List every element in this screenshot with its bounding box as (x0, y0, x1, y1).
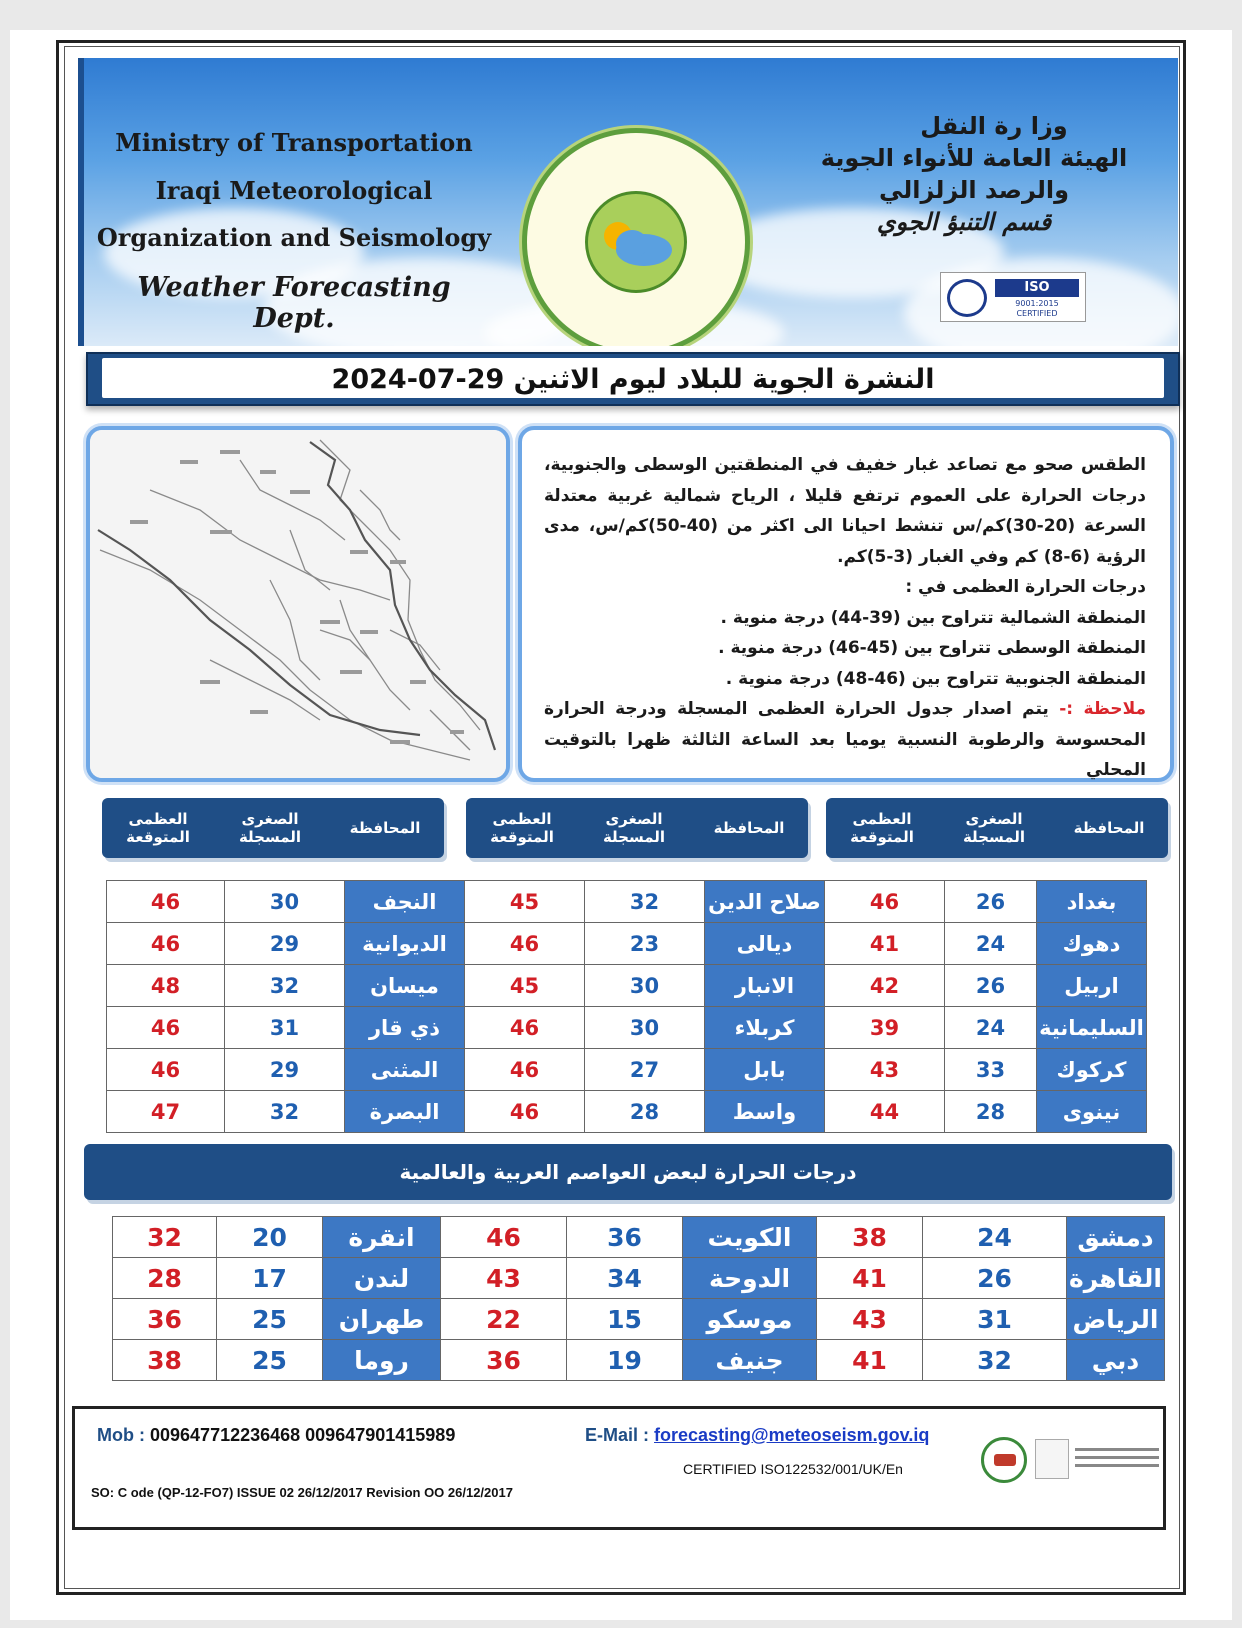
city-name-cell: ميسان (345, 965, 465, 1007)
min-temp-cell: 25 (217, 1340, 323, 1381)
max-temp-cell: 43 (441, 1258, 567, 1299)
mob-label: Mob : (97, 1425, 145, 1445)
city-name-cell: الانبار (705, 965, 825, 1007)
forecast-text-box (518, 426, 1174, 782)
max-temp-cell: 46 (465, 1091, 585, 1133)
city-name-cell: صلاح الدين (705, 881, 825, 923)
max-temp-cell: 32 (113, 1217, 217, 1258)
max-temp-cell: 46 (107, 1049, 225, 1091)
header-min: الصغرى المسجلة (238, 810, 302, 846)
city-name-cell: السليمانية (1037, 1007, 1147, 1049)
max-temp-cell: 45 (465, 965, 585, 1007)
capitals-temperature-table (112, 1216, 1165, 1381)
table-row (107, 1007, 1147, 1049)
mob-value: 009647712236468 009647901415989 (150, 1425, 456, 1445)
note-line (544, 694, 1146, 786)
max-temp-cell: 43 (817, 1299, 923, 1340)
city-name-cell: موسكو (683, 1299, 817, 1340)
max-temp-cell: 46 (825, 881, 945, 923)
max-temp-cell: 41 (825, 923, 945, 965)
max-temp-cell: 38 (817, 1217, 923, 1258)
forecast-paragraph: الطقس صحو مع تصاعد غبار خفيف في المنطقتين الوسطى والجنوبية، درجات الحرارة على العموم ترتفع قليلا ، الرياح شمالية غربية معتدلة السرعة (20-30)كم/س تنشط احيانا الى اكثر من (40-50)كم/س، مدى الرؤية (6-8) كم وفي الغبار (3-5)كم. (544, 455, 1146, 567)
city-name-cell: اربيل (1037, 965, 1147, 1007)
min-temp-cell: 30 (585, 1007, 705, 1049)
min-temp-cell: 29 (225, 1049, 345, 1091)
max-temp-cell: 46 (465, 923, 585, 965)
city-name-cell: بابل (705, 1049, 825, 1091)
table-row (107, 923, 1147, 965)
ar-dept: قسم التنبؤ الجوي (876, 208, 1052, 236)
max-temp-cell: 46 (107, 923, 225, 965)
min-temp-cell: 27 (585, 1049, 705, 1091)
min-temp-cell: 34 (567, 1258, 683, 1299)
min-temp-cell: 26 (945, 881, 1037, 923)
min-temp-cell: 26 (923, 1258, 1067, 1299)
max-temp-cell: 43 (825, 1049, 945, 1091)
table-row (107, 1049, 1147, 1091)
province-temperature-table (106, 880, 1147, 1133)
city-name-cell: لندن (323, 1258, 441, 1299)
table-header-group-3 (102, 798, 444, 858)
city-name-cell: دبي (1067, 1340, 1165, 1381)
email-line (585, 1425, 929, 1446)
max-temp-cell: 42 (825, 965, 945, 1007)
en-ministry: Ministry of Transportation (115, 128, 473, 157)
ar-seismology: والرصد الزلزالي (878, 176, 1070, 204)
cert-mark-icon (1075, 1443, 1159, 1473)
en-iraqi-met: Iraqi Meteorological (155, 176, 433, 205)
city-name-cell: القاهرة (1067, 1258, 1165, 1299)
table-row (107, 1091, 1147, 1133)
city-name-cell: كركوك (1037, 1049, 1147, 1091)
min-temp-cell: 28 (945, 1091, 1037, 1133)
en-dept: Weather Forecasting Dept. (137, 272, 451, 334)
max-temp-cell: 46 (107, 1007, 225, 1049)
max-temp-cell: 45 (465, 881, 585, 923)
email-label: E-Mail : (585, 1425, 650, 1445)
header-province: المحافظة (349, 819, 421, 837)
map-svg (90, 430, 506, 778)
min-temp-cell: 30 (585, 965, 705, 1007)
city-name-cell: جنيف (683, 1340, 817, 1381)
max-temp-cell: 22 (441, 1299, 567, 1340)
table-row (107, 881, 1147, 923)
city-name-cell: طهران (323, 1299, 441, 1340)
min-temp-cell: 15 (567, 1299, 683, 1340)
org-logo (522, 128, 750, 346)
document-code: SO: C ode (QP-12-FO7) ISSUE 02 26/12/2017 Revision OO 26/12/2017 (91, 1485, 513, 1500)
min-temp-cell: 24 (945, 923, 1037, 965)
city-name-cell: نينوى (1037, 1091, 1147, 1133)
city-name-cell: الكويت (683, 1217, 817, 1258)
middle-region-temps: المنطقة الوسطى تتراوح بين (45-46) درجة منوية . (718, 638, 1146, 658)
min-temp-cell: 20 (217, 1217, 323, 1258)
cert-logo-icon (1035, 1439, 1069, 1479)
min-temp-cell: 24 (923, 1217, 1067, 1258)
city-name-cell: دهوك (1037, 923, 1147, 965)
min-temp-cell: 30 (225, 881, 345, 923)
table-header-group-1 (826, 798, 1168, 858)
table-row (107, 965, 1147, 1007)
max-temp-cell: 41 (817, 1258, 923, 1299)
header-max: العظمى المتوقعة (126, 810, 190, 846)
max-temp-cell: 47 (107, 1091, 225, 1133)
city-name-cell: النجف (345, 881, 465, 923)
min-temp-cell: 26 (945, 965, 1037, 1007)
max-temp-cell: 46 (107, 881, 225, 923)
min-temp-cell: 33 (945, 1049, 1037, 1091)
max-temp-cell: 44 (825, 1091, 945, 1133)
header-province: المحافظة (713, 819, 785, 837)
south-region-temps: المنطقة الجنوبية تتراوح بين (46-48) درجة منوية . (725, 668, 1146, 689)
max-temp-cell: 36 (113, 1299, 217, 1340)
min-temp-cell: 31 (923, 1299, 1067, 1340)
city-name-cell: دمشق (1067, 1217, 1165, 1258)
city-name-cell: البصرة (345, 1091, 465, 1133)
max-temp-cell: 48 (107, 965, 225, 1007)
mobile-numbers (97, 1425, 455, 1446)
iso-badge (940, 272, 1086, 322)
header-min: الصغرى المسجلة (602, 810, 666, 846)
max-temp-cell: 39 (825, 1007, 945, 1049)
title-bar (86, 352, 1180, 406)
max-temp-cell: 46 (465, 1007, 585, 1049)
city-name-cell: الرياض (1067, 1299, 1165, 1340)
en-organization: Organization and Seismology (96, 223, 492, 252)
city-name-cell: المثنى (345, 1049, 465, 1091)
min-temp-cell: 29 (225, 923, 345, 965)
max-temp-cell: 38 (113, 1340, 217, 1381)
table-row (113, 1340, 1165, 1381)
header-province: المحافظة (1073, 819, 1145, 837)
min-temp-cell: 23 (585, 923, 705, 965)
logo-cloud-sun-icon (585, 191, 687, 293)
check-icon (947, 279, 987, 317)
max-temp-cell: 28 (113, 1258, 217, 1299)
city-name-cell: انقرة (323, 1217, 441, 1258)
min-temp-cell: 24 (945, 1007, 1037, 1049)
min-temp-cell: 19 (567, 1340, 683, 1381)
header-max: العظمى المتوقعة (850, 810, 914, 846)
min-temp-cell: 32 (923, 1340, 1067, 1381)
min-temp-cell: 25 (217, 1299, 323, 1340)
city-name-cell: الديوانية (345, 923, 465, 965)
max-temp-heading: درجات الحرارة العظمى في : (905, 577, 1146, 597)
min-temp-cell: 31 (225, 1007, 345, 1049)
table-header-group-2 (466, 798, 808, 858)
city-name-cell: كربلاء (705, 1007, 825, 1049)
iso-sub: 9001:2015 CERTIFIED (1015, 299, 1059, 318)
table-row (113, 1299, 1165, 1340)
iso-label: ISO (995, 279, 1079, 297)
min-temp-cell: 36 (567, 1217, 683, 1258)
footer (72, 1406, 1166, 1530)
table-row (113, 1217, 1165, 1258)
certified-text: CERTIFIED ISO122532/001/UK/En (683, 1461, 903, 1477)
city-name-cell: الدوحة (683, 1258, 817, 1299)
header-banner (78, 58, 1178, 346)
header-min: الصغرى المسجلة (962, 810, 1026, 846)
iraq-map (86, 426, 510, 782)
email-link[interactable]: forecasting@meteoseism.gov.iq (654, 1425, 930, 1445)
capitals-caption: درجات الحرارة لبعض العواصم العربية والعالمية (84, 1144, 1172, 1200)
max-temp-cell: 36 (441, 1340, 567, 1381)
min-temp-cell: 17 (217, 1258, 323, 1299)
ar-organization: الهيئة العامة للأنواء الجوية (820, 144, 1128, 172)
min-temp-cell: 32 (225, 1091, 345, 1133)
cert-seal-icon (981, 1437, 1027, 1483)
city-name-cell: روما (323, 1340, 441, 1381)
city-name-cell: واسط (705, 1091, 825, 1133)
min-temp-cell: 32 (585, 881, 705, 923)
min-temp-cell: 32 (225, 965, 345, 1007)
header-max: العظمى المتوقعة (490, 810, 554, 846)
city-name-cell: بغداد (1037, 881, 1147, 923)
north-region-temps: المنطقة الشمالية تتراوح بين (39-44) درجة منوية . (720, 607, 1146, 628)
ar-ministry: وزا رة النقل (920, 112, 1068, 140)
city-name-cell: ذي قار (345, 1007, 465, 1049)
max-temp-cell: 41 (817, 1340, 923, 1381)
max-temp-cell: 46 (441, 1217, 567, 1258)
city-name-cell: ديالى (705, 923, 825, 965)
note-label: ملاحظة :- (1059, 699, 1146, 719)
min-temp-cell: 28 (585, 1091, 705, 1133)
note-text: يتم اصدار جدول الحرارة العظمى المسجلة ودرجة الحرارة المحسوسة والرطوبة النسبية يوميا بعد الساعة الثالثة ظهرا بالتوقيت المحلي (544, 699, 1146, 780)
table-row (113, 1258, 1165, 1299)
max-temp-cell: 46 (465, 1049, 585, 1091)
bulletin-title: النشرة الجوية للبلاد ليوم الاثنين 29-07-2024 (102, 358, 1164, 398)
